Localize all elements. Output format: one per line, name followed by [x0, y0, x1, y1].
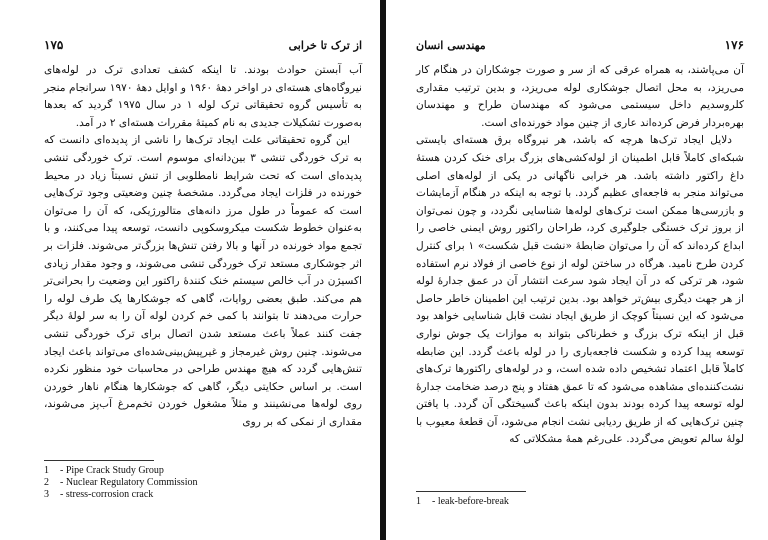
footnote: [44, 477, 362, 489]
footnote: [416, 496, 744, 508]
right-page-body: [416, 62, 744, 449]
footnotes: [416, 491, 744, 508]
footnote: [44, 465, 362, 477]
footnote: [44, 489, 362, 501]
left-page-header: [44, 38, 362, 52]
left-page-body: [44, 62, 362, 431]
paragraph: دلایل ایجاد ترک‌ها هرچه که باشد، هر نیروگاه برق هسته‌ای بایستی شبکه‌ای کاملاً قابل اطمینان از لوله‌کشی‌های بزرگ برای خنک کردن هستهٔ داغ راکتور داشته باشد. هر خرابی ناگهانی در یکی از لوله‌های اصلی می‌تواند منجر به فاجعه‌ای عظیم گردد. با توجه به اینکه در هنگام آزمایشات و بازرسی‌ها ممکن است ترک‌های لوله‌ها شناسایی نگردد، و چون نمی‌توان از بروز ترک خستگی جلوگیری کرد، طراحان راکتور روش ایمنی خاصی را ابداع کرده‌اند که آن را می‌توان ضابطهٔ «نشت قبل شکست» ۱ برای کنترل کردن طرح نامید. هرگاه در ساختن لوله از نوع خاصی از فولاد نرم استفاده شود، هر ترکی که در آن ایجاد شود سرعت انتشار آن در عمق جدارهٔ لوله از هر جهت دیگری بیش‌تر خواهد بود. بدین ترتیب این اطمینان خاطر حاصل می‌شود که این نسبتاً کوچک از طریق ایجاد نشت قابل شناسایی خواهد بود قبل از اینکه ترک بزرگ و خطرناکی بتواند به موازات یک جوش نواری توسعه پیدا کرده و شکست فاجعه‌باری را در لوله باعث گردد. این ضابطه کاملاً قابل اعتماد تشخیص داده شده است، و در لوله‌های راکتورها ترک‌های نشت‌کننده‌ای مشاهده می‌شود که تا عمق هفتاد و پنج درصد ضخامت جدارهٔ لوله توسعه پیدا کرده بودند بدون اینکه باعث گسیختگی آن گردد. با یافتن چنین ترک‌هایی که از طریق ردیابی نشت انجام می‌شود، آن قطعهٔ معیوب با لولهٔ سالم تعویض می‌گردد. علی‌رغم همهٔ مشکلاتی که: [416, 134, 744, 446]
footnote-number: 1: [416, 496, 421, 507]
paragraph: آب آبستن حوادث بودند. تا اینکه کشف تعدادی ترک در لوله‌های نیروگاه‌های هسته‌ای در اواخر دههٔ ۱۹۶۰ و اوایل دههٔ ۱۹۷۰ سرانجام منجر به تأسیس گروه تحقیقاتی ترک لوله ۱ در سال ۱۹۷۵ گردید که بعدها به‌صورت تشکیلات جدیدی به نام کمیتهٔ مقررات هسته‌ای ۲ در آمد.: [44, 64, 363, 129]
footnote-number: 2: [44, 477, 49, 488]
running-title: از ترک تا خرابی: [288, 39, 362, 52]
page-number: ۱۷۵: [44, 38, 64, 52]
footnote-text: - Nuclear Regulatory Commission: [60, 477, 198, 488]
footnote-number: 3: [44, 489, 49, 500]
right-page-header: [416, 38, 744, 52]
footnote-text: - leak-before-break: [432, 496, 509, 507]
footnote-text: - stress-corrosion crack: [60, 489, 154, 500]
left-page: [0, 0, 380, 540]
footnote-number: 1: [44, 465, 49, 476]
right-page: [386, 0, 768, 540]
running-title: مهندسی انسان: [416, 39, 486, 52]
paragraph: این گروه تحقیقاتی علت ایجاد ترک‌ها را ناشی از پدیده‌ای دانست که به ترک خوردگی تنشی ۳ بین‌دانه‌ای موسوم است. ترک خوردگی تنشی پدیده‌ای است که تحت شرایط نامطلوبی از تنش نسبتاً زیاد در محیط خورنده در فلزات ایجاد می‌گردد. مشخصهٔ چنین وضعیتی وجود ترک‌هایی است که عموماً در طول مرز دانه‌های متالورژیکی، که آن را می‌توان به‌عنوان خطوط شکست میکروسکوپی دانست، توسعه پیدا می‌کنند، و با تجمع مواد خورنده در آنها و بالا رفتن تنش‌ها بزرگ‌تر می‌شوند. فلزات بر اثر جوشکاری مستعد ترک خوردگی تنشی می‌شوند، و وجود مقدار زیادی اکسیژن در آب خالص سیستم خنک کنندهٔ راکتور این وضعیت را بحرانی‌تر هم می‌کند. طبق بعضی روایات، گاهی که جوشکارها یک طرف لوله را حرارت می‌دهند تا بتوانند با کمی خم کردن لوله آن را به سر لولهٔ دیگر جفت کنند عملاً باعث مستعد شدن اتصال برای ترک خوردگی تنشی می‌شوند. چنین روش غیرمجاز و غیرپیش‌بینی‌شده‌ای می‌تواند باعث ایجاد تنش‌هایی گردد که هیچ مهندس طراحی در محاسبات خود منظور نکرده است. بر اساس حکایتی دیگر، گاهی که جوشکارها هنگام ناهار خوردن روی لوله‌ها می‌نشینند و مثلاً مشغول خوردن تخم‌مرغ آب‌پز می‌شوند، مقداری از نمکی که بر روی: [44, 134, 362, 428]
footnote-divider: [416, 491, 526, 492]
footnote-divider: [44, 460, 154, 461]
page-number: ۱۷۶: [724, 38, 744, 52]
footnote-text: - Pipe Crack Study Group: [60, 465, 164, 476]
paragraph: آن می‌پاشند، به همراه عرقی که از سر و صورت جوشکاران در هنگام کار می‌ریزد، به محل اتصال جوشکاری لوله می‌ریزد، و بدین ترتیب مقداری کلروسدیم داخل سیستمی می‌شود که مهندسان طراح و مهندسان بهره‌بردار فرض کرده‌اند عاری از چنین مواد خورنده‌ای است.: [416, 64, 744, 129]
footnotes: [44, 460, 362, 501]
